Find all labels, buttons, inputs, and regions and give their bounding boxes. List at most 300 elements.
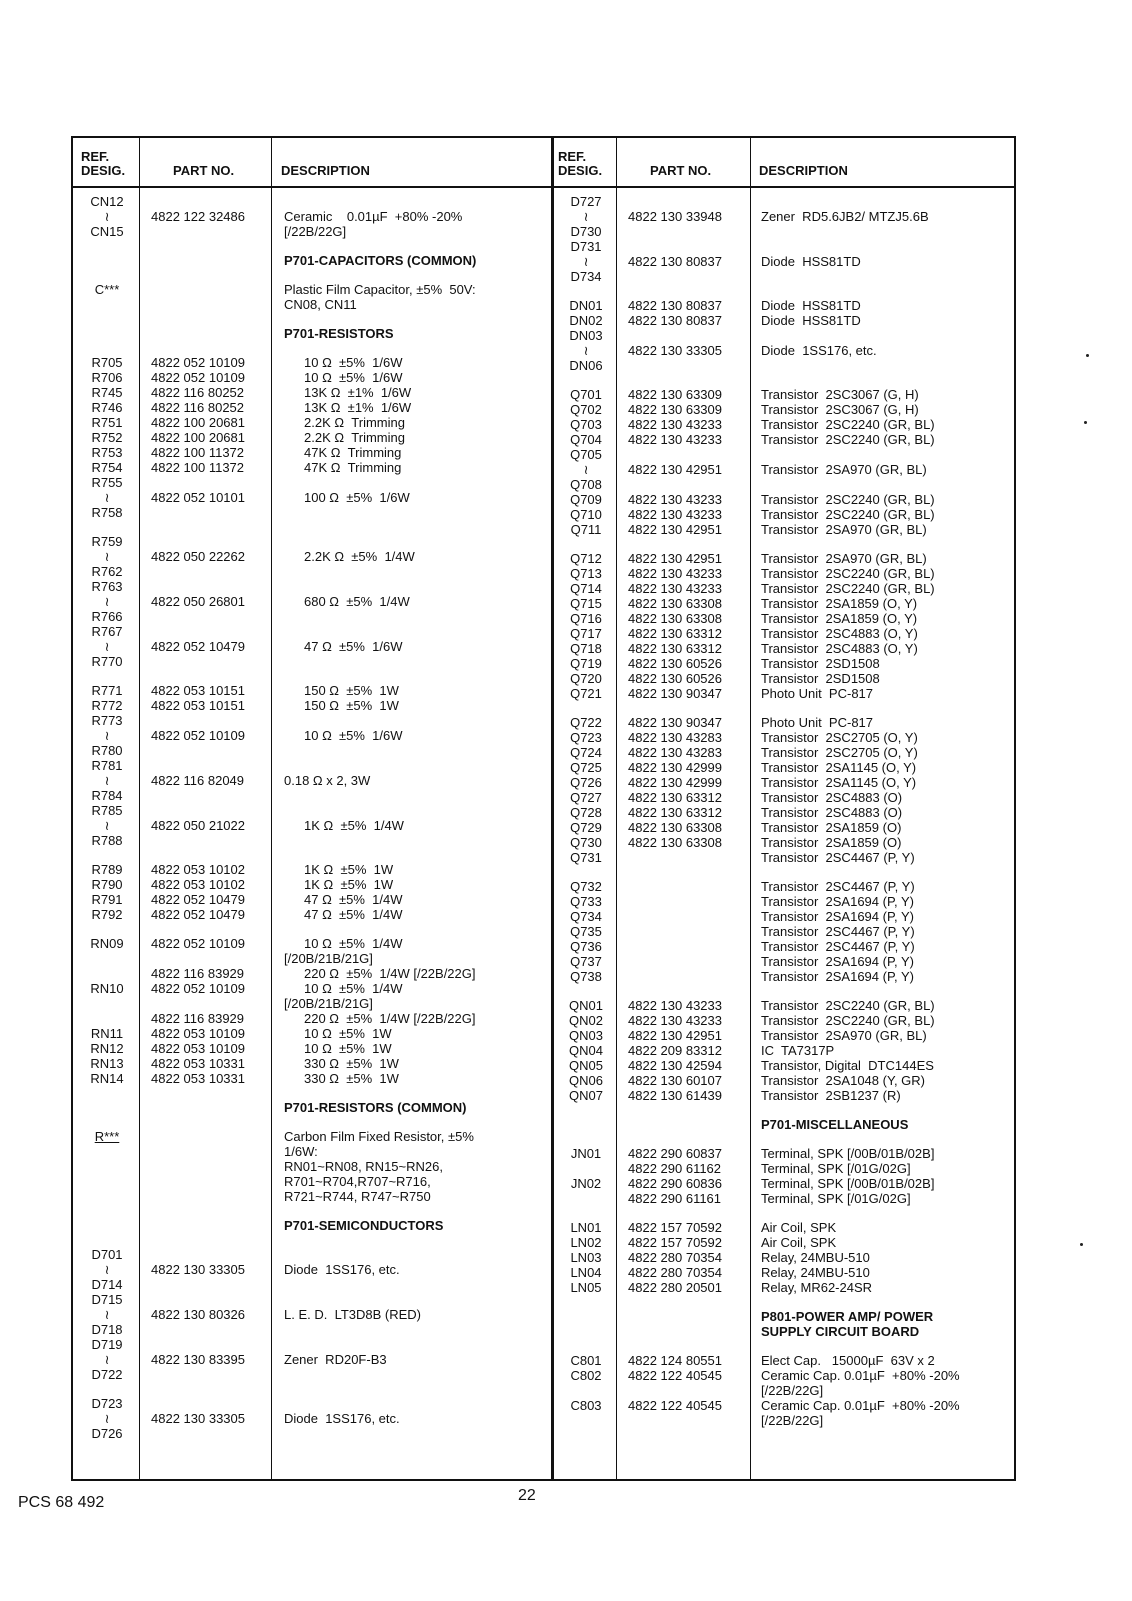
description-cell: Transistor 2SC4883 (O) (761, 790, 903, 805)
part-no-cell: 4822 130 43233 (628, 581, 722, 596)
parts-row (73, 981, 551, 996)
description-cell: Air Coil, SPK (761, 1220, 837, 1235)
parts-row (554, 835, 1014, 850)
parts-row (554, 1265, 1014, 1280)
part-no-cell: 4822 130 90347 (628, 715, 722, 730)
ref-desig-cell: QN06 (569, 1073, 603, 1088)
part-no-cell: 4822 280 70354 (628, 1265, 722, 1280)
ref-desig-cell: ≀ (583, 254, 589, 269)
parts-row (554, 1088, 1014, 1103)
ref-desig-cell: R752 (91, 430, 123, 445)
part-no-cell: 4822 130 43233 (628, 998, 722, 1013)
description-cell: 150 Ω ±5% 1W (304, 698, 399, 713)
part-no-cell (618, 447, 753, 462)
parts-row (554, 566, 1014, 581)
description-cell: 47 Ω ±5% 1/4W (304, 892, 403, 907)
ref-desig-cell (73, 951, 141, 966)
ref-desig-cell: Q701 (570, 387, 602, 402)
ref-desig-cell: Q713 (570, 566, 602, 581)
row-spacer (554, 1103, 1014, 1117)
parts-row (73, 475, 551, 490)
part-no-cell: 4822 130 33305 (151, 1411, 245, 1426)
description-cell (274, 743, 551, 758)
ref-desig-cell: LN02 (570, 1235, 602, 1250)
row-spacer (554, 284, 1014, 298)
description-cell (274, 475, 551, 490)
parts-row (73, 1247, 551, 1262)
part-no-cell: 4822 116 83929 (151, 966, 245, 981)
ref-desig-cell: R751 (91, 415, 123, 430)
description-cell: 150 Ω ±5% 1W (304, 683, 399, 698)
part-no-cell: 4822 130 43233 (628, 507, 722, 522)
ref-desig-cell: ≀ (104, 209, 110, 224)
description-cell (274, 534, 551, 549)
description-cell: P701-MISCELLANEOUS (761, 1117, 909, 1132)
part-no-cell (618, 939, 753, 954)
part-no-cell: 4822 053 10331 (151, 1071, 245, 1086)
parts-row (554, 894, 1014, 909)
description-cell: Diode 1SS176, etc. (761, 343, 877, 358)
part-no-cell: 4822 053 10109 (151, 1026, 245, 1041)
description-cell: Transistor 2SC2240 (GR, BL) (761, 432, 935, 447)
part-no-cell (141, 253, 274, 268)
part-no-cell (618, 969, 753, 984)
parts-row (554, 998, 1014, 1013)
parts-row (73, 1396, 551, 1411)
ref-desig-cell: D701 (91, 1247, 123, 1262)
parts-row (554, 730, 1014, 745)
parts-row (554, 1161, 1014, 1176)
ref-desig-header: REF. DESIG. (81, 149, 126, 178)
part-no-cell (618, 269, 753, 284)
part-no-cell (141, 1100, 274, 1115)
ref-desig-cell: C*** (94, 282, 120, 297)
description-cell (753, 224, 1014, 239)
description-cell: Transistor 2SC2240 (GR, BL) (761, 566, 935, 581)
description-cell: RN01~RN08, RN15~RN26, (284, 1159, 443, 1174)
parts-row (554, 477, 1014, 492)
part-no-cell (618, 328, 753, 343)
parts-row (73, 639, 551, 654)
ref-desig-cell: Q708 (570, 477, 602, 492)
parts-row (554, 1191, 1014, 1206)
description-cell (274, 1247, 551, 1262)
row-spacer (73, 239, 551, 253)
parts-row (554, 358, 1014, 373)
ref-desig-cell: RN14 (90, 1071, 124, 1086)
part-no-cell (141, 743, 274, 758)
description-cell: Transistor, Digital DTC144ES (761, 1058, 934, 1073)
description-cell: Transistor 2SA1859 (O, Y) (761, 611, 918, 626)
description-cell (274, 788, 551, 803)
part-no-cell: 4822 130 33305 (628, 343, 722, 358)
ref-desig-cell: R780 (91, 743, 123, 758)
parts-row (554, 581, 1014, 596)
part-no-cell (141, 282, 274, 297)
part-no-cell (618, 894, 753, 909)
parts-row (73, 1411, 551, 1426)
description-cell: Transistor 2SC4883 (O, Y) (761, 626, 918, 641)
ref-desig-cell: RN13 (90, 1056, 124, 1071)
right-parts-table (552, 136, 1016, 1481)
part-no-cell: 4822 130 63308 (628, 611, 722, 626)
description-cell: Transistor 2SA1694 (P, Y) (761, 954, 914, 969)
part-no-cell: 4822 130 90347 (628, 686, 722, 701)
ref-desig-cell: Q729 (570, 820, 602, 835)
part-no-cell: 4822 052 10109 (151, 370, 245, 385)
description-cell: Transistor 2SD1508 (761, 656, 880, 671)
part-no-cell: 4822 052 10479 (151, 892, 245, 907)
ref-desig-cell: CN12 (90, 194, 124, 209)
description-cell (274, 1292, 551, 1307)
parts-row (73, 698, 551, 713)
ref-desig-cell: R781 (91, 758, 123, 773)
part-no-cell: 4822 130 80326 (151, 1307, 245, 1322)
ref-desig-cell: RN11 (90, 1026, 124, 1041)
row-spacer (73, 1086, 551, 1100)
parts-row (73, 579, 551, 594)
parts-row (73, 355, 551, 370)
ref-desig-cell: C801 (570, 1353, 602, 1368)
description-cell: 1/6W: (284, 1144, 318, 1159)
part-no-cell (141, 1174, 274, 1189)
row-spacer (554, 537, 1014, 551)
description-cell: Terminal, SPK [/00B/01B/02B] (761, 1176, 935, 1191)
parts-row (73, 594, 551, 609)
part-no-cell (141, 1396, 274, 1411)
part-no-cell (618, 239, 753, 254)
ref-desig-cell: R770 (91, 654, 123, 669)
parts-row (73, 1352, 551, 1367)
description-cell: Ceramic Cap. 0.01µF +80% -20% (761, 1398, 960, 1413)
parts-row (73, 1129, 551, 1144)
ref-desig-cell: D726 (91, 1426, 123, 1441)
description-cell: 330 Ω ±5% 1W (304, 1056, 399, 1071)
ref-desig-cell: R767 (91, 624, 123, 639)
description-cell: Diode 1SS176, etc. (284, 1262, 400, 1277)
part-no-cell (141, 564, 274, 579)
description-cell: [/22B/22G] (284, 224, 347, 239)
ref-desig-cell (554, 1383, 618, 1398)
ref-desig-cell (73, 966, 141, 981)
parts-row (554, 969, 1014, 984)
part-no-cell (141, 758, 274, 773)
description-cell (274, 1396, 551, 1411)
parts-row (554, 1220, 1014, 1235)
row-spacer (554, 865, 1014, 879)
part-no-cell: 4822 130 63312 (628, 805, 722, 820)
description-cell (753, 239, 1014, 254)
part-no-cell: 4822 130 63312 (628, 790, 722, 805)
row-spacer (73, 1233, 551, 1247)
parts-row (554, 805, 1014, 820)
description-cell: Transistor 2SC2240 (GR, BL) (761, 417, 935, 432)
ref-desig-cell: Q719 (570, 656, 602, 671)
parts-row (554, 239, 1014, 254)
left-parts-table (71, 136, 553, 1481)
parts-row (554, 820, 1014, 835)
parts-row (554, 596, 1014, 611)
ref-desig-cell: Q716 (570, 611, 602, 626)
parts-row (73, 892, 551, 907)
part-no-cell: 4822 124 80551 (628, 1353, 722, 1368)
ref-desig-cell: LN03 (570, 1250, 602, 1265)
parts-row (554, 790, 1014, 805)
description-cell: P801-POWER AMP/ POWER (761, 1309, 934, 1324)
description-cell: Transistor 2SC4467 (P, Y) (761, 879, 915, 894)
part-no-cell: 4822 100 20681 (151, 415, 245, 430)
ref-desig-cell: Q730 (570, 835, 602, 850)
part-no-cell (618, 224, 753, 239)
part-no-cell (141, 1144, 274, 1159)
part-no-cell (141, 475, 274, 490)
ref-desig-cell: ≀ (104, 728, 110, 743)
parts-row (554, 402, 1014, 417)
description-cell: 10 Ω ±5% 1/6W (304, 728, 403, 743)
ref-desig-cell (73, 326, 141, 341)
part-no-cell (141, 624, 274, 639)
part-no-cell (618, 954, 753, 969)
parts-row (554, 641, 1014, 656)
parts-row (73, 713, 551, 728)
ref-desig-cell: DN02 (569, 313, 603, 328)
part-no-cell: 4822 130 80837 (628, 254, 722, 269)
section-heading-row (73, 326, 551, 341)
part-no-cell (141, 1322, 274, 1337)
parts-row (554, 850, 1014, 865)
part-no-cell: 4822 053 10151 (151, 683, 245, 698)
ref-desig-cell: R746 (91, 400, 123, 415)
ref-desig-cell: C802 (570, 1368, 602, 1383)
parts-row (554, 343, 1014, 358)
ref-desig-cell: R788 (91, 833, 123, 848)
ref-desig-cell: Q715 (570, 596, 602, 611)
description-cell: Transistor 2SC4467 (P, Y) (761, 939, 915, 954)
ref-desig-cell (73, 1011, 141, 1026)
part-no-cell (618, 850, 753, 865)
ref-desig-cell: Q738 (570, 969, 602, 984)
parts-row (73, 534, 551, 549)
ref-desig-cell: R758 (91, 505, 123, 520)
part-no-cell (141, 534, 274, 549)
parts-row (554, 492, 1014, 507)
description-cell (274, 1367, 551, 1382)
description-cell: Relay, MR62-24SR (761, 1280, 873, 1295)
parts-row (73, 1426, 551, 1441)
ref-desig-cell: DN03 (569, 328, 603, 343)
parts-row (554, 686, 1014, 701)
parts-row (554, 656, 1014, 671)
parts-row (554, 269, 1014, 284)
ref-desig-cell: R705 (91, 355, 123, 370)
parts-row (554, 954, 1014, 969)
ref-desig-cell (73, 996, 141, 1011)
part-no-cell: 4822 130 63309 (628, 387, 722, 402)
parts-row (73, 624, 551, 639)
ref-desig-cell: QN02 (569, 1013, 603, 1028)
description-header: DESCRIPTION (759, 163, 848, 178)
part-no-cell: 4822 052 10479 (151, 639, 245, 654)
part-no-cell (141, 654, 274, 669)
parts-row (73, 743, 551, 758)
parts-row (554, 298, 1014, 313)
part-no-cell: 4822 130 63312 (628, 641, 722, 656)
parts-row (554, 1235, 1014, 1250)
parts-row (73, 818, 551, 833)
ref-desig-cell: RN10 (90, 981, 124, 996)
ref-desig-cell: ≀ (104, 594, 110, 609)
ref-desig-cell: D722 (91, 1367, 123, 1382)
part-no-cell: 4822 130 43233 (628, 417, 722, 432)
row-spacer (554, 1132, 1014, 1146)
part-no-cell: 4822 130 43233 (628, 566, 722, 581)
description-cell: Transistor 2SC4883 (O) (761, 805, 903, 820)
section-heading-row (554, 1117, 1014, 1132)
part-no-cell: 4822 130 60526 (628, 656, 722, 671)
part-no-cell: 4822 130 63309 (628, 402, 722, 417)
part-no-cell (618, 1383, 753, 1398)
part-no-cell: 4822 130 42999 (628, 760, 722, 775)
parts-row (73, 936, 551, 951)
parts-row (73, 505, 551, 520)
description-cell: [/20B/21B/21G] (284, 951, 373, 966)
description-cell: Terminal, SPK [/00B/01B/02B] (761, 1146, 935, 1161)
description-cell: Transistor 2SC2240 (GR, BL) (761, 1013, 935, 1028)
part-no-cell (141, 1189, 274, 1204)
parts-row (554, 522, 1014, 537)
part-no-cell: 4822 122 40545 (628, 1398, 722, 1413)
parts-row (554, 1058, 1014, 1073)
part-no-cell: 4822 130 80837 (628, 313, 722, 328)
part-no-cell (141, 788, 274, 803)
description-cell: Terminal, SPK [/01G/02G] (761, 1191, 911, 1206)
ref-desig-cell: ≀ (583, 343, 589, 358)
part-no-cell (618, 1309, 753, 1324)
ref-desig-cell: D734 (570, 269, 602, 284)
part-no-cell (141, 326, 274, 341)
row-spacer (554, 1339, 1014, 1353)
description-cell: Transistor 2SA1048 (Y, GR) (761, 1073, 926, 1088)
part-no-cell: 4822 122 32486 (151, 209, 245, 224)
description-cell: Diode HSS81TD (761, 298, 861, 313)
description-cell: 47 Ω ±5% 1/4W (304, 907, 403, 922)
parts-row (73, 773, 551, 788)
ref-desig-cell: Q720 (570, 671, 602, 686)
description-cell: 10 Ω ±5% 1W (304, 1041, 392, 1056)
part-no-cell: 4822 052 10109 (151, 355, 245, 370)
ref-desig-cell (554, 1324, 618, 1339)
parts-row (73, 609, 551, 624)
description-cell: 10 Ω ±5% 1W (304, 1026, 392, 1041)
description-cell: IC TA7317P (761, 1043, 835, 1058)
parts-row (73, 1026, 551, 1041)
ref-desig-cell: Q734 (570, 909, 602, 924)
ref-desig-cell (73, 1189, 141, 1204)
ref-desig-cell (73, 1159, 141, 1174)
scan-speck (1080, 1243, 1083, 1246)
parts-row (73, 445, 551, 460)
description-cell: R701~R704,R707~R716, (284, 1174, 431, 1189)
part-no-cell: 4822 116 80252 (151, 400, 245, 415)
ref-desig-cell: ≀ (104, 1411, 110, 1426)
ref-desig-cell: Q724 (570, 745, 602, 760)
parts-row (73, 385, 551, 400)
ref-desig-cell: Q714 (570, 581, 602, 596)
section-heading-row (554, 1309, 1014, 1324)
description-cell: Transistor 2SC3067 (G, H) (761, 387, 919, 402)
scan-speck (1084, 421, 1087, 424)
row-spacer (73, 520, 551, 534)
description-cell (274, 654, 551, 669)
ref-desig-cell: ≀ (104, 1307, 110, 1322)
parts-row (73, 758, 551, 773)
part-no-cell (618, 358, 753, 373)
parts-row (73, 282, 551, 297)
parts-row (73, 460, 551, 475)
ref-desig-cell: RN09 (90, 936, 124, 951)
part-no-cell: 4822 053 10102 (151, 877, 245, 892)
part-no-header: PART NO. (173, 163, 235, 178)
description-cell: Transistor 2SA1145 (O, Y) (761, 760, 917, 775)
row-spacer (73, 268, 551, 282)
part-no-cell: 4822 052 10109 (151, 936, 245, 951)
description-cell: P701-RESISTORS (COMMON) (284, 1100, 467, 1115)
ref-desig-cell (554, 1191, 618, 1206)
ref-desig-cell: R772 (91, 698, 123, 713)
ref-desig-cell: Q717 (570, 626, 602, 641)
ref-desig-cell (554, 1117, 618, 1132)
description-cell: Air Coil, SPK (761, 1235, 837, 1250)
description-cell: 330 Ω ±5% 1W (304, 1071, 399, 1086)
part-no-cell (141, 224, 274, 239)
description-cell: Diode 1SS176, etc. (284, 1411, 400, 1426)
parts-row (73, 1189, 551, 1204)
description-cell: Transistor 2SA1694 (P, Y) (761, 969, 914, 984)
parts-row (554, 626, 1014, 641)
description-cell (274, 1277, 551, 1292)
ref-desig-cell: R789 (91, 862, 123, 877)
scan-speck (1086, 354, 1089, 357)
ref-desig-cell: D718 (91, 1322, 123, 1337)
description-cell: [/22B/22G] (761, 1383, 824, 1398)
parts-row (554, 194, 1014, 209)
row-spacer (554, 1295, 1014, 1309)
description-cell: CN08, CN11 (284, 297, 357, 312)
part-no-header: PART NO. (650, 163, 712, 178)
description-cell: Transistor 2SA1859 (O) (761, 835, 902, 850)
description-cell: Transistor 2SA970 (GR, BL) (761, 551, 927, 566)
description-cell: Photo Unit PC-817 (761, 686, 874, 701)
description-cell (274, 1426, 551, 1441)
ref-desig-cell: ≀ (104, 639, 110, 654)
description-cell (274, 624, 551, 639)
description-cell: Carbon Film Fixed Resistor, ±5% (284, 1129, 474, 1144)
ref-desig-cell: QN03 (569, 1028, 603, 1043)
description-cell: Ceramic 0.01µF +80% -20% (284, 209, 463, 224)
description-cell: Transistor 2SC3067 (G, H) (761, 402, 919, 417)
parts-row (554, 1013, 1014, 1028)
ref-desig-cell: Q726 (570, 775, 602, 790)
ref-desig-cell: Q710 (570, 507, 602, 522)
parts-row (554, 760, 1014, 775)
description-cell (274, 1322, 551, 1337)
ref-desig-cell: Q709 (570, 492, 602, 507)
parts-row (554, 745, 1014, 760)
ref-desig-cell (73, 1218, 141, 1233)
ref-desig-cell: R753 (91, 445, 123, 460)
ref-desig-cell: C803 (570, 1398, 602, 1413)
ref-desig-cell: QN05 (569, 1058, 603, 1073)
